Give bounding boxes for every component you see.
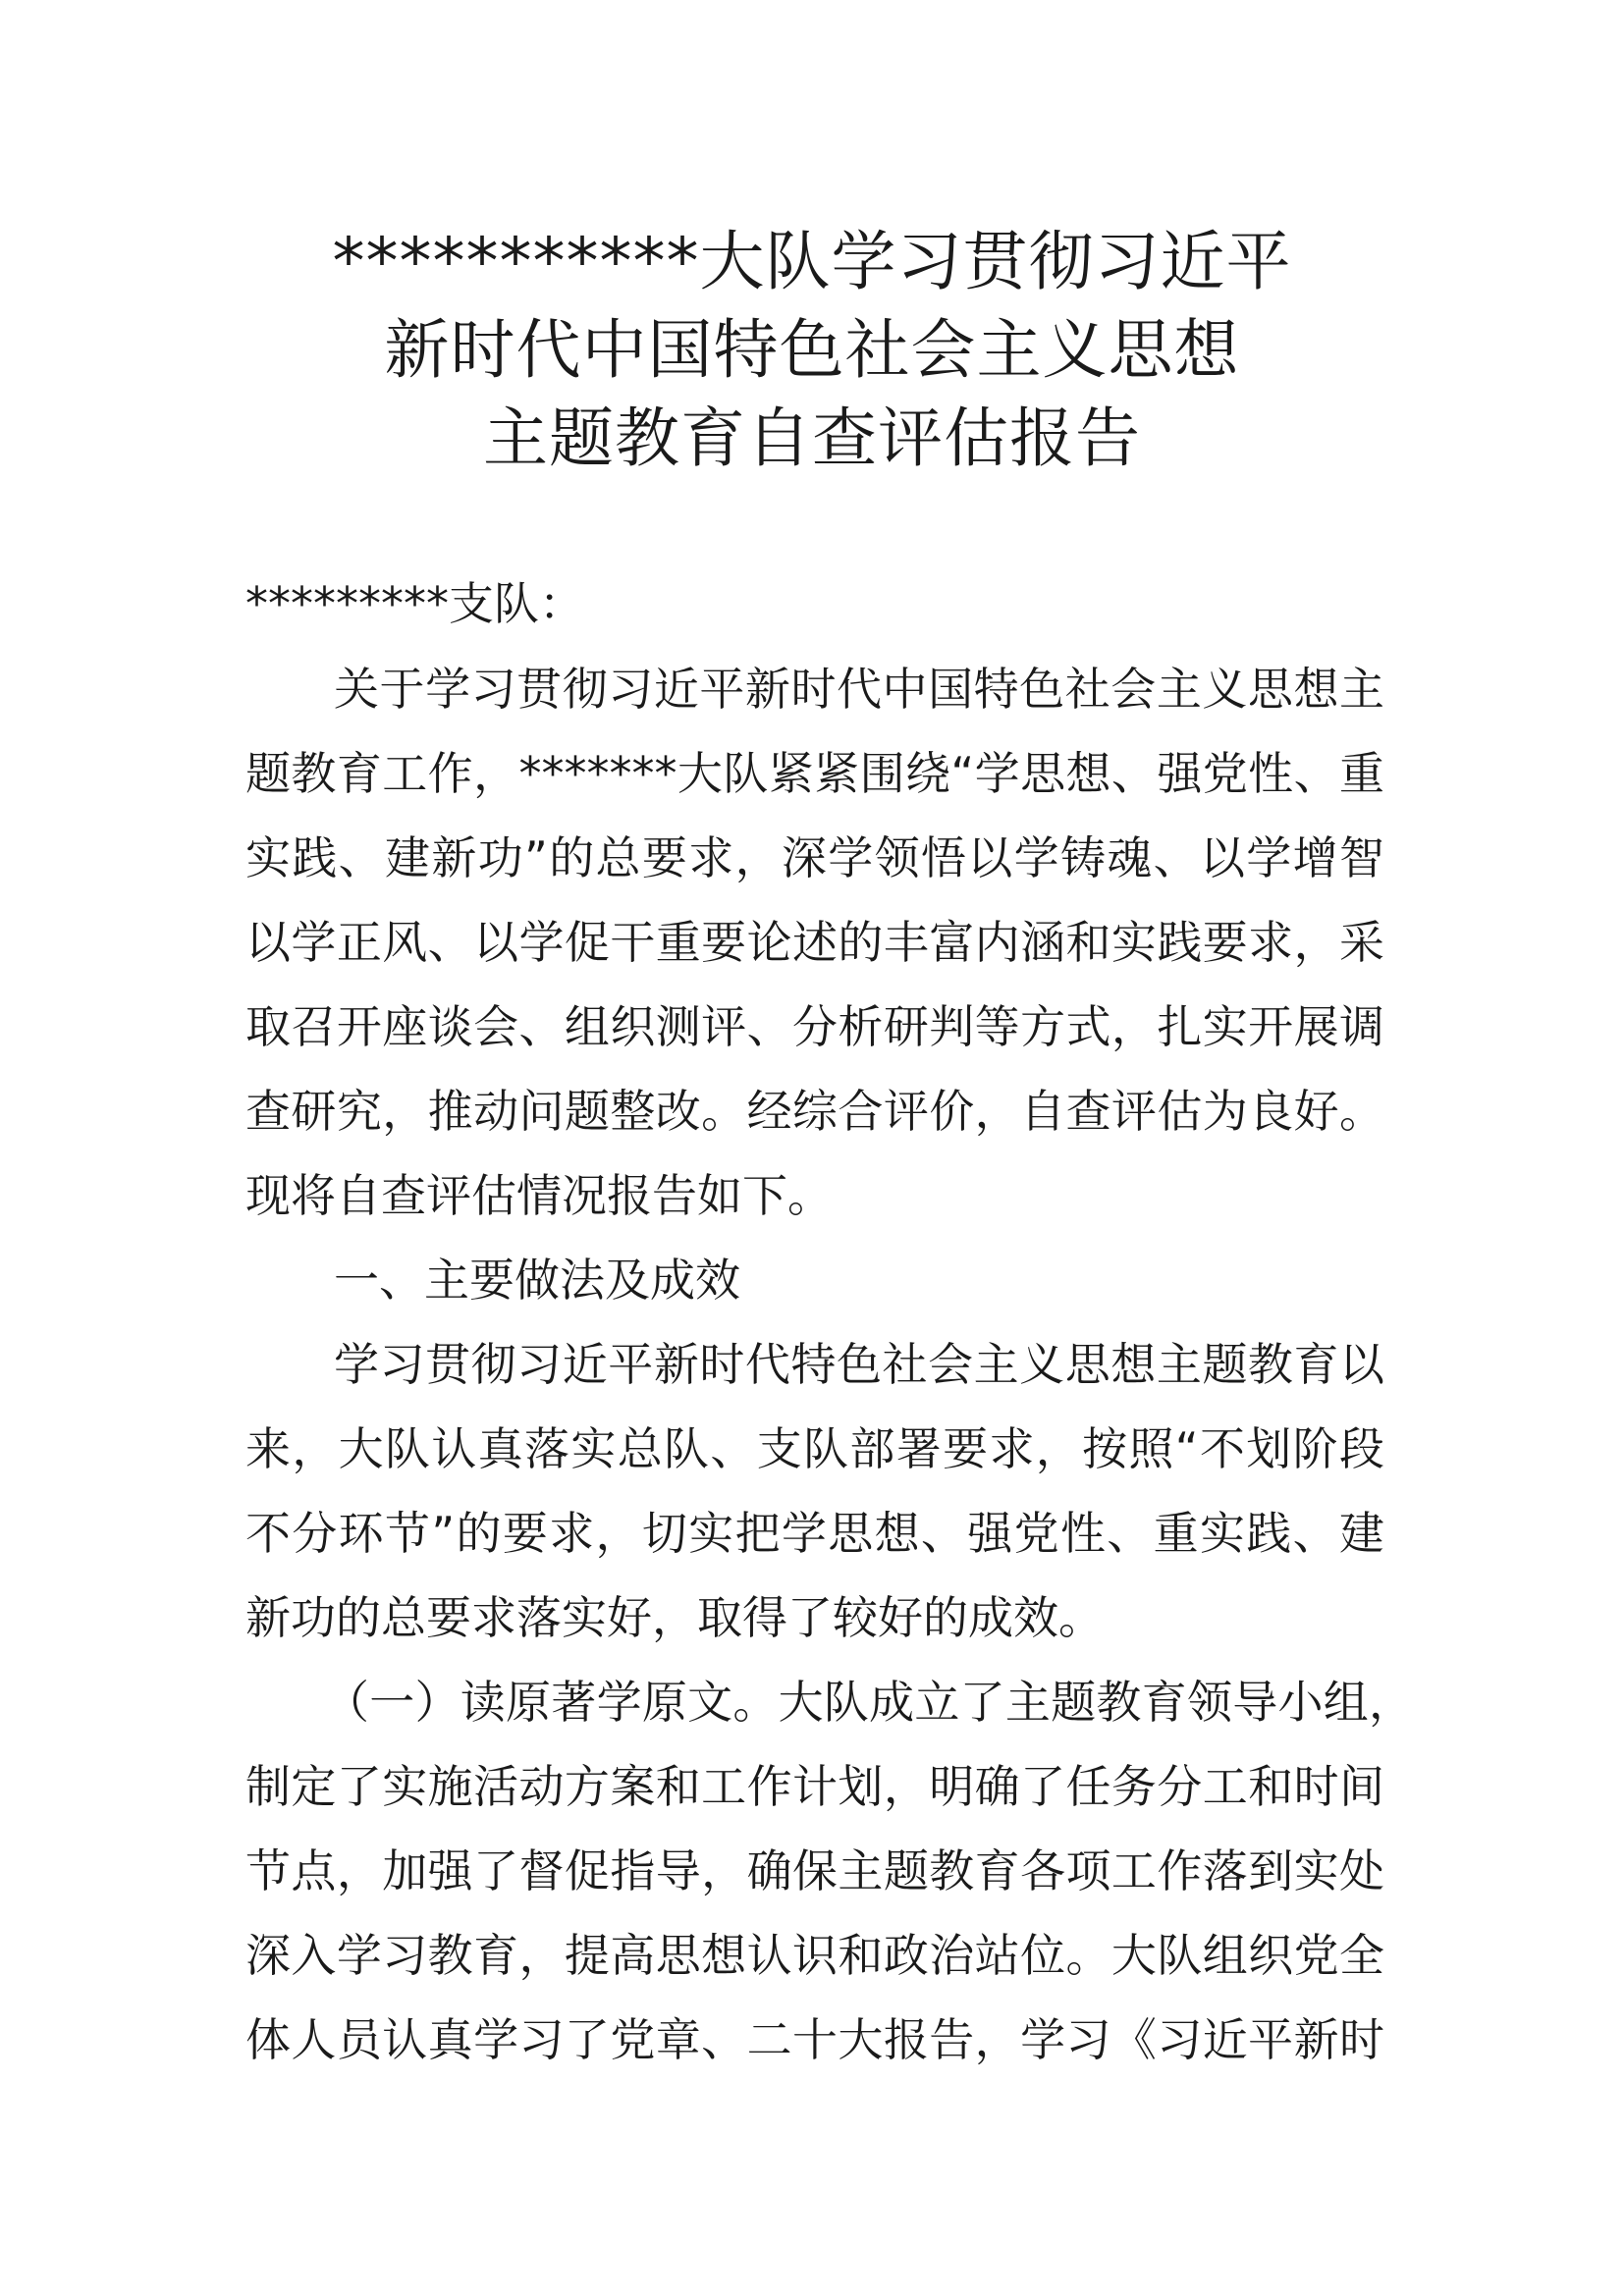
- paragraph-1-line-5: 取召开座谈会、组织测评、分析研判等方式，扎实开展调: [245, 1000, 1384, 1053]
- document-title-line-2: 新时代中国特色社会主义思想: [384, 312, 1240, 388]
- paragraph-1-line-2: 题教育工作，*******大队紧紧围绕“学思想、强党性、重: [245, 747, 1384, 800]
- paragraph-3-line-3: 节点，加强了督促指导，确保主题教育各项工作落到实处: [245, 1844, 1384, 1897]
- paragraph-3-line-4: 深入学习教育，提高思想认识和政治站位。大队组织党全: [245, 1929, 1384, 1982]
- paragraph-2-line-4: 新功的总要求落实好，取得了较好的成效。: [245, 1591, 1104, 1644]
- paragraph-1-line-7: 现将自查评估情况报告如下。: [245, 1169, 833, 1222]
- paragraph-3-line-2: 制定了实施活动方案和工作计划，明确了任务分工和时间: [245, 1760, 1384, 1813]
- paragraph-2-line-3: 不分环节”的要求，切实把学思想、强党性、重实践、建: [245, 1507, 1384, 1560]
- paragraph-1-line-6: 查研究，推动问题整改。经综合评价，自查评估为良好。: [245, 1085, 1384, 1138]
- paragraph-2-line-1: 学习贯彻习近平新时代特色社会主义思想主题教育以: [334, 1338, 1384, 1391]
- section-heading: 一、主要做法及成效: [334, 1254, 740, 1307]
- paragraph-1-line-4: 以学正风、以学促干重要论述的丰富内涵和实践要求，采: [245, 916, 1384, 969]
- paragraph-3-line-5: 体人员认真学习了党章、二十大报告，学习《习近平新时: [245, 2013, 1384, 2066]
- paragraph-1-line-1: 关于学习贯彻习近平新时代中国特色社会主义思想主: [334, 663, 1384, 716]
- paragraph-1-line-3: 实践、建新功”的总要求，深学领悟以学铸魂、以学增智: [245, 831, 1384, 884]
- paragraph-2-line-2: 来，大队认真落实总队、支队部署要求，按照“不划阶段: [245, 1422, 1384, 1475]
- salutation: *********支队：: [245, 577, 584, 630]
- document-title-line-1: ***********大队学习贯彻习近平: [332, 224, 1292, 299]
- paragraph-3-line-1: （一）读原著学原文。大队成立了主题教育领导小组，: [324, 1676, 1414, 1729]
- document-title-line-3: 主题教育自查评估报告: [483, 400, 1141, 476]
